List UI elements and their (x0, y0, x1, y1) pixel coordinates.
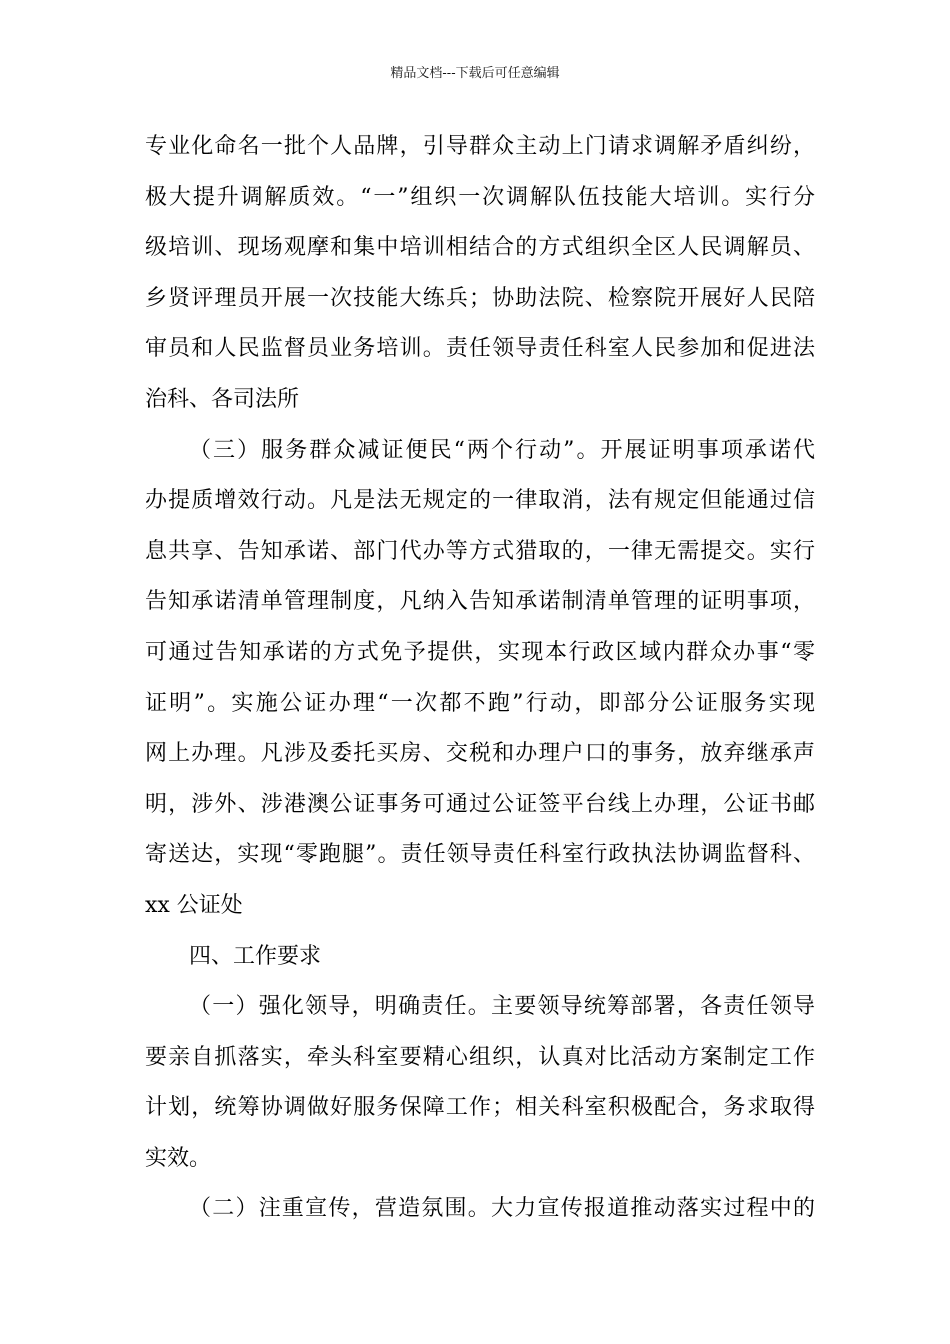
text-line: 乡贤评理员开展一次技能大练兵；协助法院、检察院开展好人民陪 (145, 285, 815, 311)
text-line: 息共享、告知承诺、部门代办等方式猎取的，一律无需提交。实行 (145, 538, 815, 564)
text-line: 告知承诺清单管理制度，凡纳入告知承诺制清单管理的证明事项， (145, 589, 815, 615)
section-heading-line: （二）注重宣传，营造氛围。大力宣传报道推动落实过程中的 (189, 1196, 815, 1222)
document-body (145, 130, 815, 1243)
text-line: 网上办理。凡涉及委托买房、交税和办理户口的事务，放弃继承声 (145, 741, 815, 767)
section-heading-line: （三）服务群众减证便民“两个行动”。开展证明事项承诺代 (189, 437, 815, 463)
text-line: 明，涉外、涉港澳公证事务可通过公证签平台线上办理，公证书邮 (145, 791, 815, 817)
text-line: 极大提升调解质效。“一”组织一次调解队伍技能大培训。实行分 (145, 184, 815, 210)
text-line: 专业化命名一批个人品牌，引导群众主动上门请求调解矛盾纠纷， (145, 134, 815, 159)
section-title: 四、工作要求 (189, 943, 322, 969)
page-header: 精品文档---下载后可任意编辑 (390, 66, 560, 81)
text-line: xx 公证处 (145, 892, 243, 918)
text-line: 级培训、现场观摩和集中培训相结合的方式组织全区人民调解员、 (145, 235, 815, 261)
text-line: 证明”。实施公证办理“一次都不跑”行动，即部分公证服务实现 (145, 690, 815, 716)
text-line: 可通过告知承诺的方式免予提供，实现本行政区域内群众办事“零 (145, 639, 815, 665)
text-line: 办提质增效行动。凡是法无规定的一律取消，法有规定但能通过信 (145, 488, 815, 514)
text-line: 寄送达，实现“零跑腿”。责任领导责任科室行政执法协调监督科、 (145, 842, 815, 868)
text-line: 要亲自抓落实，牵头科室要精心组织，认真对比活动方案制定工作 (145, 1044, 815, 1070)
text-line: 审员和人民监督员业务培训。责任领导责任科室人民参加和促进法 (145, 336, 815, 362)
text-line: 治科、各司法所 (145, 386, 300, 412)
text-line: 实效。 (145, 1145, 212, 1171)
section-heading-line: （一）强化领导，明确责任。主要领导统筹部署，各责任领导 (189, 994, 815, 1020)
text-line: 计划，统筹协调做好服务保障工作；相关科室积极配合，务求取得 (145, 1095, 815, 1121)
